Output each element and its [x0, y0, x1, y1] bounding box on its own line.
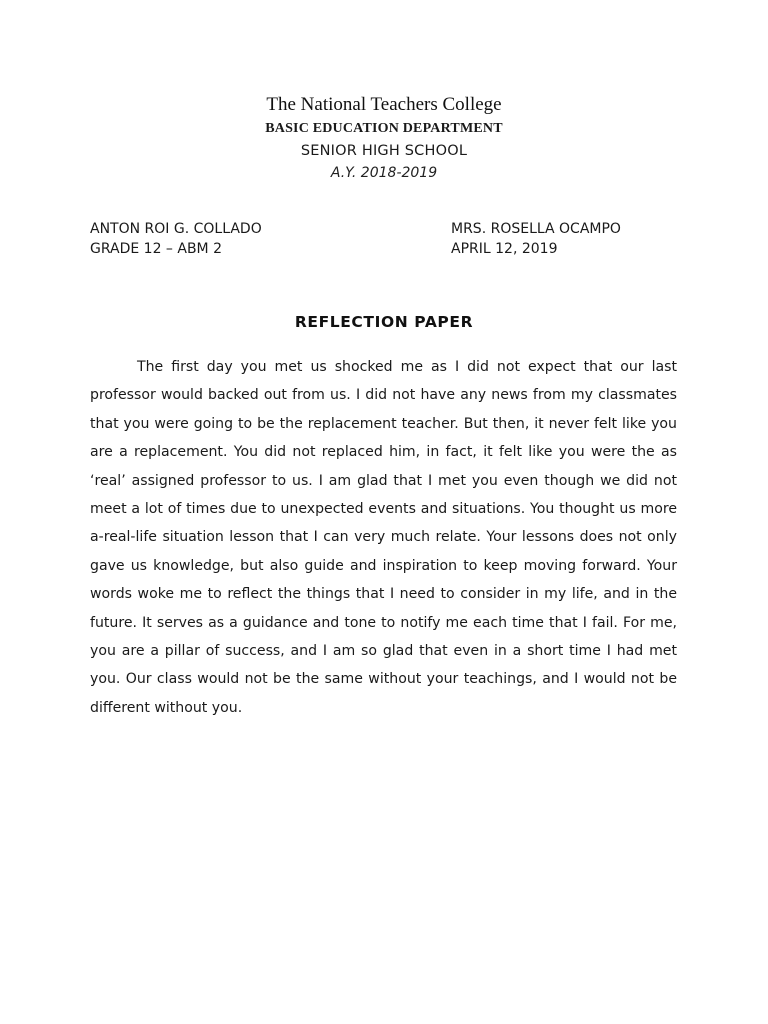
teacher-info [451, 219, 621, 259]
school-name: SENIOR HIGH SCHOOL [300, 143, 468, 159]
document-header [0, 92, 768, 184]
student-grade-section: GRADE 12 – ABM 2 [90, 241, 222, 257]
teacher-name: MRS. ROSELLA OCAMPO [451, 221, 621, 237]
document-title: REFLECTION PAPER [294, 313, 474, 331]
reflection-body: The first day you met us shocked me as I did not expect that our last professor would backed out from us. I did not have any news from my classmates that you were going to be the replacement teacher. But then, it never felt like you are a replacement. You did not replaced him, in fact, it felt like you were the as ‘real’ assigned professor to us. I am glad that I met you even though we did not meet a lot of times due to unexpected events and situations. You thought us more a-real-life situation lesson that I can very much relate. Your lessons does not only gave us knowledge, but also guide and inspiration to keep moving forward. Your words woke me to reflect the things that I need to consider in my life, and in the future. It serves as a guidance and tone to notify me each time that I fail. For me, you are a pillar of success, and I am so glad that even in a short time I had met you. Our class would not be the same without your teachings, and I would not be different without you. [90, 359, 677, 716]
document-date: APRIL 12, 2019 [451, 241, 558, 257]
student-info [90, 219, 262, 259]
academic-year: A.Y. 2018-2019 [330, 165, 438, 181]
department-name: BASIC EDUCATION DEPARTMENT [265, 121, 503, 136]
student-name: ANTON ROI G. COLLADO [90, 221, 262, 237]
college-name: The National Teachers College [266, 94, 502, 115]
